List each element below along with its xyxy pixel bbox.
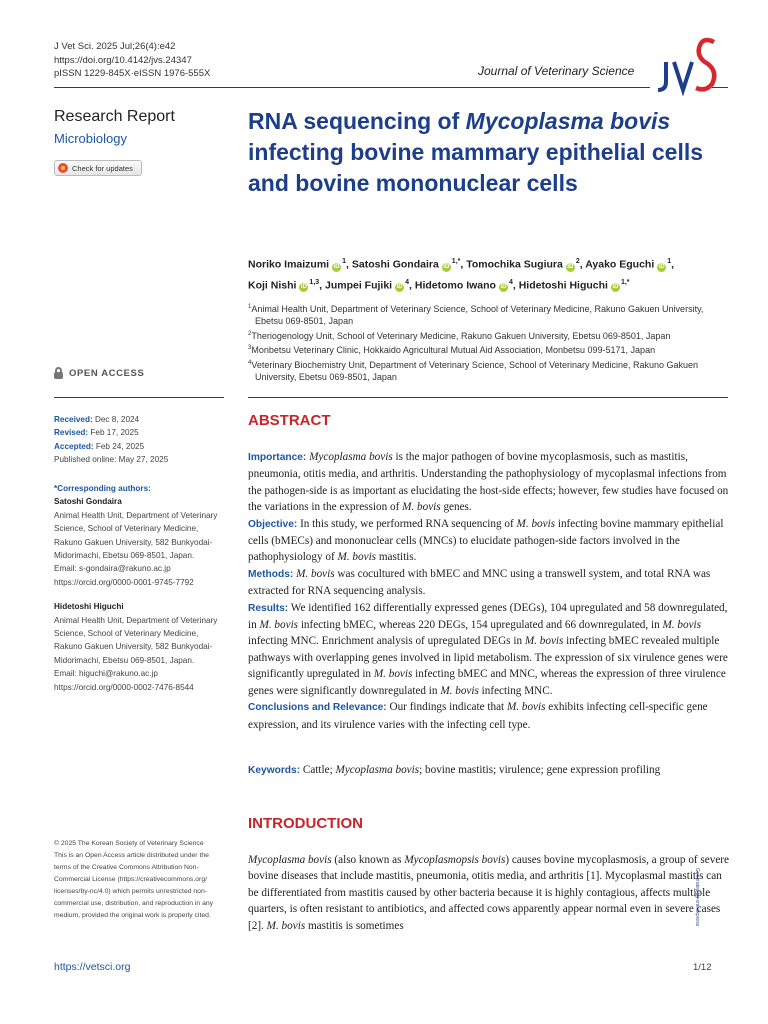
article-title: RNA sequencing of Mycoplasma bovis infecting bovine mammary epithelial cells and bovine mononuclear cells: [248, 108, 704, 196]
license-line: © 2025 The Korean Society of Veterinary Science: [54, 840, 204, 847]
author-name: Hidetomo Iwano: [414, 279, 496, 291]
citation-block: [54, 40, 210, 81]
generator-credit: Generated by xmlinkpress: [694, 868, 700, 927]
orcid-icon[interactable]: iD: [567, 263, 574, 270]
corresponding-address: Animal Health Unit, Department of Veterinary: [54, 615, 218, 625]
date-received: Received: Dec 8, 2024: [54, 415, 140, 424]
author-name: Ayako Eguchi: [585, 258, 655, 271]
orcid-icon[interactable]: iD: [500, 284, 507, 290]
author-name: Satoshi Gondaira: [351, 258, 439, 271]
corresponding-orcid-link[interactable]: https://orcid.org/0000-0001-9745-7792: [54, 577, 194, 587]
date-accepted: Accepted: Feb 24, 2025: [54, 441, 145, 451]
header-rule: [54, 87, 650, 88]
check-updates-label: Check for updates: [72, 163, 133, 173]
author-name: Koji Nishi: [248, 279, 297, 291]
license-line: licenses/by-nc/4.0) which permits unrestricted non-: [54, 888, 207, 895]
orcid-icon[interactable]: iD: [612, 284, 619, 290]
corresponding-email[interactable]: Email: higuchi@rakuno.ac.jp: [54, 669, 158, 679]
affiliations: [248, 301, 728, 383]
orcid-icon[interactable]: iD: [300, 284, 307, 290]
corresponding-label: *Corresponding authors:: [54, 484, 151, 493]
license-notice: [54, 838, 234, 922]
corresponding-name: Satoshi Gondaira: [54, 497, 122, 507]
corresponding-address: Rakuno Gakuen University, 582 Bunkyodai-: [54, 537, 213, 547]
affiliation-item: $^4$Veterinary Biochemistry Unit, Department of Veterinary Science, School of Veterinary Medicine, Rakuno Gakuen University, Ebetsu 069-8501, Japan: [248, 359, 699, 383]
corresponding-address: Midorimachi, Ebetsu 069-8501, Japan.: [54, 551, 195, 561]
author-name: Jumpei Fujiki: [325, 279, 393, 291]
license-line: medium, provided the original work is properly cited.: [54, 912, 211, 919]
author-name: Noriko Imaizumi: [248, 258, 330, 271]
citation-line: J Vet Sci. 2025 Jul;26(4):e42: [54, 41, 176, 52]
open-access-badge: [54, 367, 144, 379]
sidebar-rule: [54, 397, 224, 398]
page-number: 1/12: [693, 962, 712, 973]
issn-line: pISSN 1229-845X·eISSN 1976-555X: [54, 68, 211, 79]
author-name: Tomochika Sugiura: [466, 258, 563, 271]
corresponding-address: Science, School of Veterinary Medicine,: [54, 524, 199, 534]
report-type: Research Report: [54, 108, 175, 125]
affiliation-item: $^1$Animal Health Unit, Department of Veterinary Science, School of Veterinary Medicine, Rakuno Gakuen University, Ebetsu 069-8501, Japan: [248, 304, 704, 327]
corresponding-address: Animal Health Unit, Department of Veterinary: [54, 510, 218, 520]
corresponding-orcid-link[interactable]: https://orcid.org/0000-0002-7476-8544: [54, 682, 194, 692]
keywords: Keywords: Cattle; Mycoplasma bovis; bovine mastitis; virulence; gene expression profiling: [248, 764, 661, 776]
corresponding-authors: [54, 482, 236, 694]
abstract-conclusions: Conclusions and Relevance: Our findings indicate that M. bovis exhibits infecting cell-specific gene expression, and its virulence varies with the infecting cell type.: [248, 701, 708, 731]
author-name: Hidetoshi Higuchi: [518, 279, 608, 291]
abstract-body: [248, 449, 730, 733]
corresponding-email[interactable]: Email: s-gondaira@rakuno.ac.jp: [54, 564, 171, 574]
author-list: Noriko Imaizumi $iD^1$, Satoshi Gondaira $iD^{1,*}$, Tomochika Sugiura $iD^2$, Ayako Eguchi $iD^1$, Koji Nishi iD$^{1,3}$, Jumpei Fujiki $iD^4$, Hidetomo Iwano $iD^4$, Hidetoshi Higuchi $iD^{1,*}$: [248, 258, 675, 291]
open-lock-icon: [54, 367, 63, 379]
article-category: Microbiology: [54, 131, 127, 146]
corresponding-address: Midorimachi, Ebetsu 069-8501, Japan.: [54, 655, 195, 665]
affiliation-item: $^2$Theriogenology Unit, School of Veterinary Medicine, Rakuno Gakuen University, Ebetsu 069-8501, Japan: [248, 330, 671, 341]
open-access-label: OPEN ACCESS: [69, 367, 145, 379]
abstract-objective: Objective: In this study, we performed RNA sequencing of M. bovis infecting bovine mammary epithelial cells (bMECs) and mononuclear cells (MNCs) to elucidate pathogen-side factors involved in the pathophysiology of M. bovis mastitis.: [248, 517, 724, 564]
corresponding-address: Science, School of Veterinary Medicine,: [54, 629, 199, 639]
corresponding-name: Hidetoshi Higuchi: [54, 602, 124, 612]
corresponding-address: Rakuno Gakuen University, 582 Bunkyodai-: [54, 642, 213, 652]
header-rule-end: [712, 87, 728, 88]
orcid-icon[interactable]: iD: [396, 284, 403, 290]
date-revised: Revised: Feb 17, 2025: [54, 428, 139, 438]
license-line: terms of the Creative Commons Attribution Non-: [54, 864, 199, 871]
journal-website-link[interactable]: https://vetsci.org: [54, 961, 131, 973]
abstract-methods: Methods: M. bovis was cocultured with bMEC and MNC using a transwell system, and total RNA was extracted for RNA sequencing analysis.: [248, 567, 711, 598]
abstract-results: Results: We identified 162 differentially expressed genes (DEGs), 104 upregulated and 58 downregulated, in M. bovis infecting bMEC, whereas 220 DEGs, 154 upregulated and 66 downregulated, in M. bovis infecting MNC. Enrichment analysis of upregulated DEGs in M. bovis infecting bMEC revealed multiple pathways with overlapping genes involved in lipid metabolism. The expression of six virulence genes were significantly upregulated in M. bovis infecting bMEC and MNC, whereas the expression of three virulence genes were significantly downregulated in M. bovis infecting MNC.: [248, 601, 728, 697]
date-published: Published online: May 27, 2025: [54, 455, 169, 465]
check-for-updates-button[interactable]: [54, 160, 142, 176]
introduction-paragraph: Mycoplasma bovis (also known as Mycoplasmopsis bovis) causes bovine mycoplasmosis, a group of severe bovine diseases that include mastitis, pneumonia, otitis media, and arthritis [1]. Mycoplasmal mastitis can be differentiated from mastitis caused by other bacteria because it is highly contagious, affects multiple quarters, is often resistant to antibiotics, and affected cows apparently appear normal even in severe cases [2]. M. bovis mastitis is sometimes: [248, 854, 730, 932]
license-line: Commercial License (https://creativecommons.org/: [54, 876, 207, 883]
orcid-icon[interactable]: iD: [658, 263, 665, 270]
abstract-rule: [248, 397, 728, 398]
doi-link[interactable]: https://doi.org/10.4142/jvs.24347: [54, 54, 192, 66]
introduction-heading: INTRODUCTION: [248, 815, 363, 832]
abstract-heading: ABSTRACT: [248, 412, 331, 429]
orcid-icon[interactable]: iD: [333, 263, 340, 270]
license-line: commercial use, distribution, and reproduction in any: [54, 900, 214, 907]
abstract-importance: Importance: Mycoplasma bovis is the major pathogen of bovine mycoplasmosis, such as mastitis, pneumonia, otitis media, and arthritis. Understanding the pathophysiology of mycoplasmal infections from the pathogen-side is as important as elucidating the host-side effects; however, few studies have focused on the variations in the expression of M. bovis genes.: [248, 451, 729, 514]
affiliation-item: $^3$Monbetsu Veterinary Clinic, Hokkaido Agricultural Mutual Aid Association, Monbetsu 099-5171, Japan: [248, 345, 656, 356]
crossmark-icon: [58, 163, 68, 173]
journal-name: Journal of Veterinary Science: [478, 64, 635, 78]
article-dates: [54, 413, 168, 467]
orcid-icon[interactable]: iD: [443, 263, 450, 270]
license-line: This is an Open Access article distributed under the: [54, 852, 209, 859]
